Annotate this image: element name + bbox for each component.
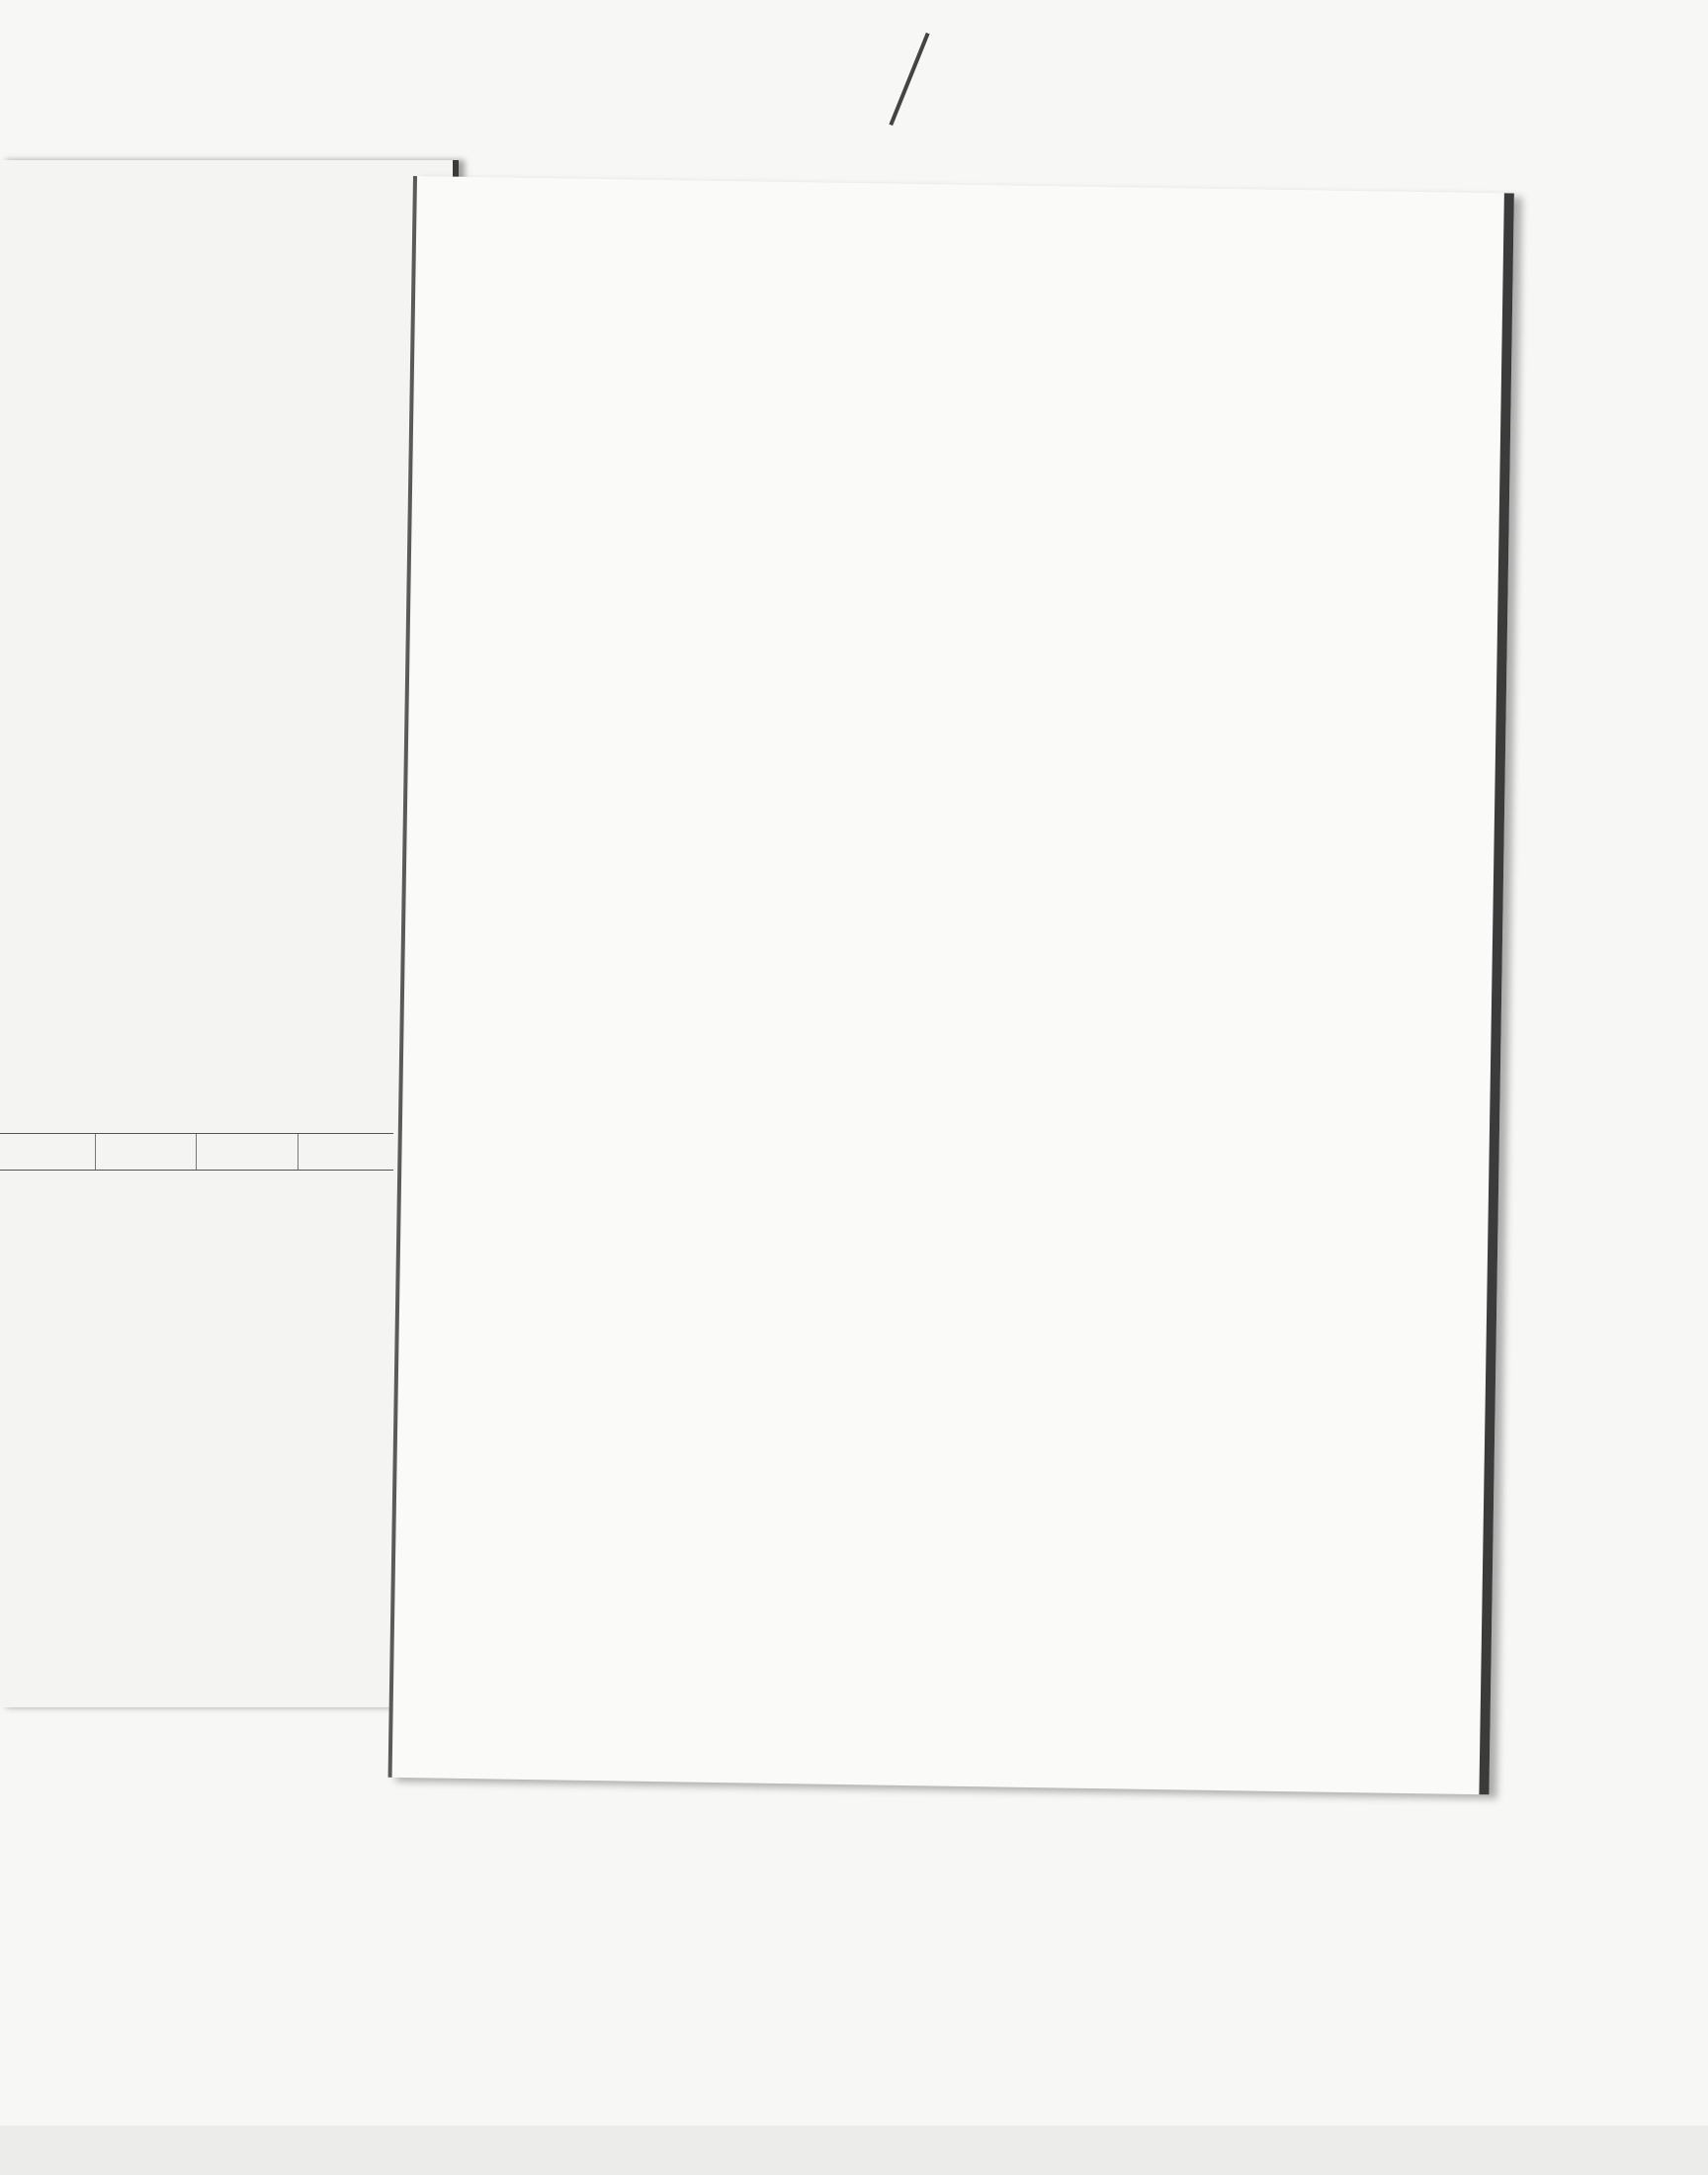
table-header <box>298 1134 393 1171</box>
scan-bottom-edge <box>0 2126 1708 2175</box>
pen-slash <box>889 33 929 126</box>
metals-table <box>0 1121 393 1171</box>
paragraph <box>471 335 1401 350</box>
table-header <box>197 1134 298 1171</box>
paragraph <box>472 305 1402 320</box>
table-caption <box>0 1121 393 1134</box>
paragraph <box>471 335 1401 350</box>
paragraph <box>472 311 1402 326</box>
section-heading <box>471 335 1401 350</box>
paragraph <box>471 335 1401 350</box>
paragraph <box>471 335 1401 350</box>
left-page <box>0 160 459 1707</box>
right-page <box>388 176 1514 1794</box>
body-text <box>471 305 1401 350</box>
table-header <box>96 1134 197 1171</box>
section-heading <box>471 335 1401 350</box>
table-header <box>0 1134 96 1171</box>
